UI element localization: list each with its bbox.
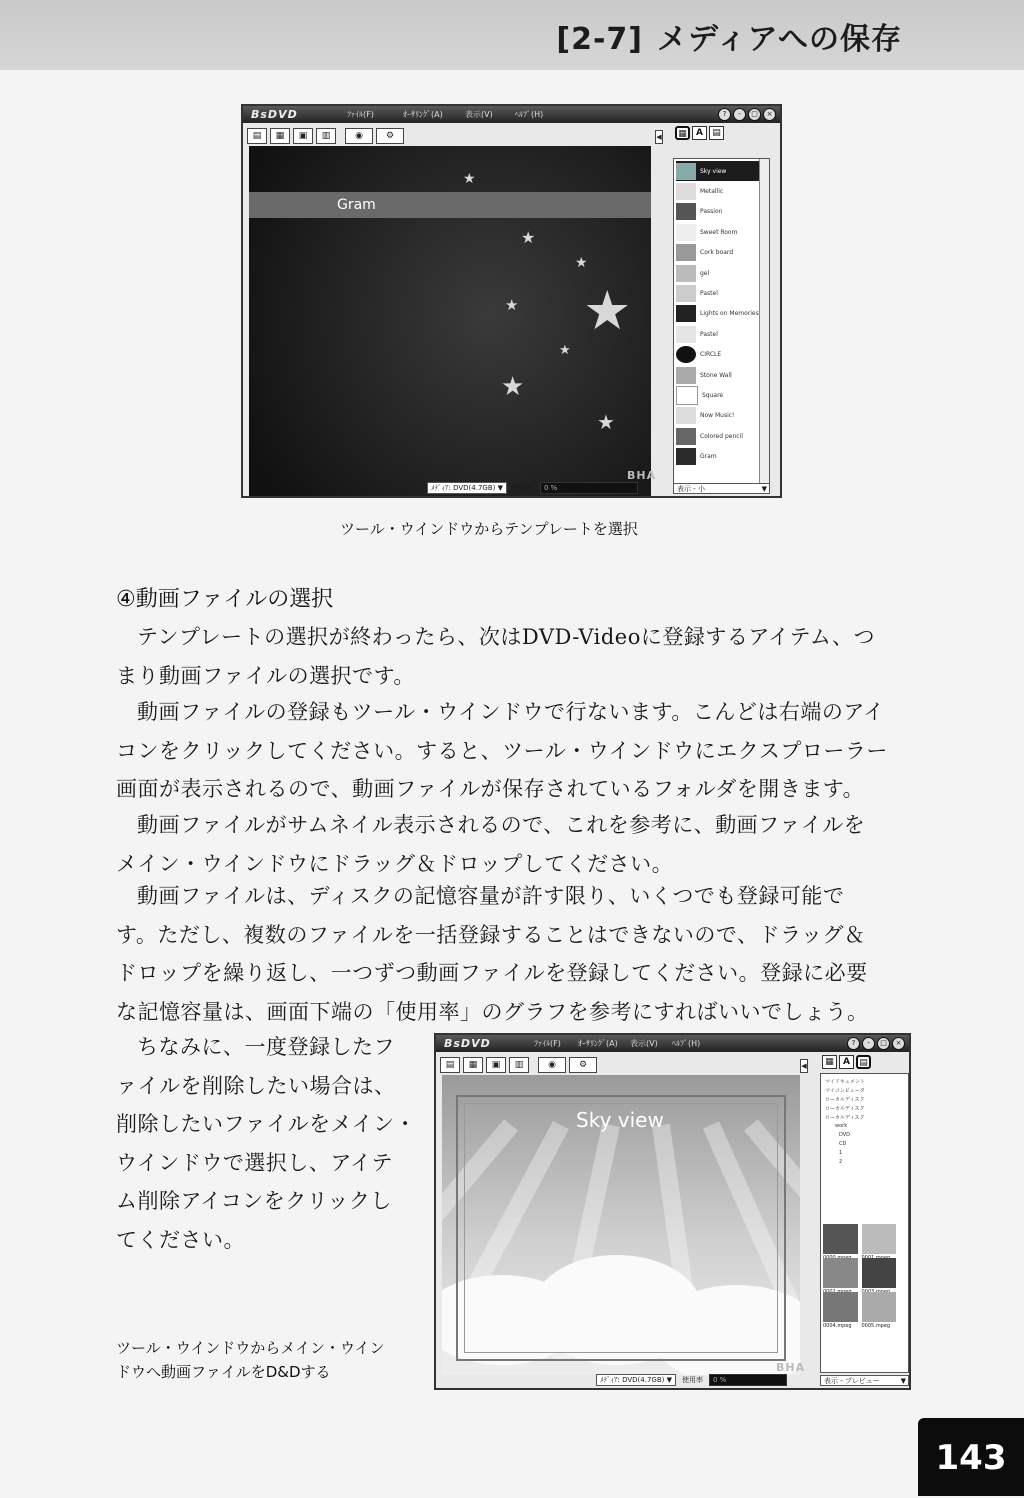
template-panel — [673, 158, 770, 486]
usage-label: 使用率 — [512, 484, 534, 492]
template-thumb — [676, 183, 696, 200]
brand-mark: BHA — [627, 469, 657, 482]
tree-item[interactable]: DVD — [839, 1132, 851, 1138]
template-thumb — [676, 386, 698, 405]
template-thumb — [676, 224, 696, 241]
template-item[interactable]: Colored pencil — [676, 426, 759, 446]
star-icon: ★ — [505, 296, 519, 314]
media-select[interactable]: ﾒﾃﾞｨｱ: DVD(4.7GB) ▼ — [596, 1374, 676, 1386]
template-thumb — [676, 346, 696, 363]
menu-view[interactable]: 表示(V) — [630, 1039, 658, 1048]
template-thumb — [676, 265, 696, 282]
folder-tree — [825, 1078, 904, 1218]
template-thumb — [676, 163, 696, 180]
preview-inner-frame — [464, 1103, 778, 1353]
video-thumbnail[interactable] — [862, 1258, 897, 1288]
tree-item[interactable]: 1 — [839, 1150, 843, 1156]
section-title — [556, 14, 902, 58]
preview-title: Sky view — [576, 1108, 664, 1132]
template-item[interactable]: Square — [676, 385, 759, 405]
status-bar — [596, 1374, 787, 1386]
template-item[interactable]: Now Music! — [676, 406, 759, 426]
template-scrollbar[interactable] — [759, 159, 769, 485]
template-item[interactable]: Sky view — [676, 161, 759, 181]
panel-toggle-icon[interactable]: ◀ — [655, 130, 663, 144]
file-explorer-panel — [820, 1073, 909, 1373]
tree-item[interactable]: CD — [839, 1141, 847, 1147]
tool-tabs — [822, 1055, 871, 1069]
template-item[interactable]: Stone Wall — [676, 365, 759, 385]
template-item[interactable]: CIRCLE — [676, 345, 759, 365]
template-thumb — [676, 285, 696, 302]
minimize-button[interactable]: - — [733, 108, 746, 121]
new-project-icon[interactable]: ▤ — [247, 128, 267, 144]
minimize-button[interactable]: - — [862, 1037, 875, 1050]
template-thumb — [676, 367, 696, 384]
template-thumb — [676, 407, 696, 424]
video-thumbnail[interactable] — [823, 1224, 858, 1254]
text-tab-icon[interactable]: A — [839, 1055, 854, 1069]
burn-disc-icon[interactable]: ◉ — [345, 128, 373, 144]
subsection-heading: ④動画ファイルの選択 — [116, 587, 334, 612]
template-item[interactable]: Passion — [676, 202, 759, 222]
template-thumb — [676, 305, 696, 322]
template-list — [676, 161, 759, 467]
template-thumb — [676, 203, 696, 220]
delete-item-icon[interactable]: ▥ — [509, 1057, 529, 1073]
menu-preview[interactable] — [249, 146, 651, 498]
preview-title: Gram — [337, 197, 376, 213]
menu-authoring[interactable]: ｵｰｻﾘﾝｸﾞ(A) — [403, 110, 443, 119]
settings-icon[interactable]: ⚙ — [569, 1057, 597, 1073]
maximize-button[interactable]: □ — [748, 108, 761, 121]
template-item[interactable]: Gram — [676, 446, 759, 466]
star-icon: ★ — [463, 171, 476, 187]
film-icon[interactable]: ▦ — [270, 128, 290, 144]
toolbar — [247, 125, 404, 147]
tree-item[interactable]: ローカルディスク — [825, 1115, 865, 1121]
star-icon: ★ — [583, 279, 632, 342]
template-item[interactable]: Lights on Memories — [676, 304, 759, 324]
video-thumbnail[interactable]: 0005.mpeg — [862, 1292, 897, 1322]
menu-file[interactable]: ﾌｧｲﾙ(F) — [534, 1039, 561, 1048]
tree-item[interactable]: マイドキュメント — [825, 1079, 865, 1085]
new-project-icon[interactable]: ▤ — [440, 1057, 460, 1073]
usage-meter: 0 % — [540, 482, 638, 494]
burn-disc-icon[interactable]: ◉ — [538, 1057, 566, 1073]
section-number: [2-7] — [556, 22, 643, 57]
video-thumbnail[interactable] — [862, 1224, 897, 1254]
help-button[interactable]: ? — [718, 108, 731, 121]
title-bar — [243, 106, 780, 123]
page-number: 143 — [918, 1418, 1024, 1496]
star-icon: ★ — [521, 228, 536, 247]
template-thumb — [676, 428, 696, 445]
menu-view[interactable]: 表示(V) — [465, 110, 493, 119]
menu-help[interactable]: ﾍﾙﾌﾟ(H) — [672, 1039, 701, 1048]
template-item[interactable]: Metallic — [676, 181, 759, 201]
template-tab-icon[interactable]: ▦ — [675, 126, 690, 140]
usage-label: 使用率 — [681, 1376, 703, 1384]
template-thumb — [676, 448, 696, 465]
tool-tabs — [675, 126, 724, 140]
header-band — [0, 0, 1024, 70]
close-button[interactable]: × — [892, 1037, 905, 1050]
app-window-screenshot-2 — [434, 1033, 911, 1390]
close-button[interactable]: × — [763, 108, 776, 121]
film-icon[interactable]: ▦ — [463, 1057, 483, 1073]
tree-item[interactable]: ローカルディスク — [825, 1106, 865, 1112]
status-bar — [427, 482, 638, 494]
tree-item[interactable]: マイコンピュータ — [825, 1088, 865, 1094]
toolbar — [440, 1054, 597, 1076]
panel-toggle-icon[interactable]: ◀ — [800, 1059, 808, 1073]
paragraph-4: 動画ファイルは、ディスクの記憶容量が許す限り、いくつでも登録可能で す。ただし、複数のファイルを一括登録することはできないので、ドラッグ＆ ドロップを繰り返し、一つずつ動画ファイルを登録してください。登録に必要 な記憶容量は、画面下端の「使用率」のグラフを参考にすればいいでしょう。 — [116, 884, 869, 1024]
thumbnail-grid — [823, 1224, 896, 1329]
media-select[interactable]: ﾒﾃﾞｨｱ: DVD(4.7GB) ▼ — [427, 482, 507, 494]
star-icon: ★ — [559, 343, 571, 358]
app-logo: BsDVD — [444, 1037, 491, 1050]
template-item[interactable]: Cork board — [676, 243, 759, 263]
star-icon: ★ — [597, 410, 615, 434]
template-item[interactable]: Sweet Room — [676, 222, 759, 242]
menu-help[interactable]: ﾍﾙﾌﾟ(H) — [515, 110, 544, 119]
paragraph-2: 動画ファイルの登録もツール・ウインドウで行ないます。こんどは右端のアイ コンをクリックしてください。すると、ツール・ウインドウにエクスプローラー 画面が表示されるので、動画ファイルが保存されているフォルダを開きます。 — [116, 700, 888, 801]
menu-file[interactable]: ﾌｧｲﾙ(F) — [347, 110, 374, 119]
star-icon: ★ — [575, 255, 588, 271]
text-tab-icon[interactable]: A — [692, 126, 707, 140]
maximize-button[interactable]: □ — [877, 1037, 890, 1050]
tree-item[interactable]: ローカルディスク — [825, 1097, 865, 1103]
template-tab-icon[interactable]: ▦ — [822, 1055, 837, 1069]
template-item[interactable]: Pastel — [676, 283, 759, 303]
view-mode-select[interactable]: 表示 - プレビュー ▼ — [820, 1375, 909, 1386]
view-size-select[interactable]: 表示 - 小 ▼ — [673, 483, 770, 494]
figure-caption-2: ツール・ウインドウからメイン・ウイン ドウへ動画ファイルをD&Dする — [116, 1339, 385, 1381]
video-thumbnail[interactable] — [823, 1258, 858, 1288]
add-item-icon[interactable]: ▣ — [293, 128, 313, 144]
file-tab-icon[interactable]: ▤ — [856, 1055, 871, 1069]
menu-preview[interactable] — [442, 1075, 800, 1375]
star-icon: ★ — [501, 372, 525, 402]
paragraph-5: ちなみに、一度登録したフ ァイルを削除したい場合は、 削除したいファイルをメイン・ ウインドウで選択し、アイテ ム削除アイコンをクリックし てください。 — [116, 1035, 417, 1252]
section-title-text: メディアへの保存 — [657, 22, 902, 57]
app-window-screenshot-1 — [241, 104, 782, 498]
preview-title-banner — [249, 192, 651, 218]
template-thumb — [676, 244, 696, 261]
brand-mark: BHA — [776, 1361, 806, 1374]
app-logo: BsDVD — [251, 108, 298, 121]
delete-item-icon[interactable]: ▥ — [316, 128, 336, 144]
settings-icon[interactable]: ⚙ — [376, 128, 404, 144]
paragraph-3: 動画ファイルがサムネイル表示されるので、これを参考に、動画ファイルを メイン・ウインドウにドラッグ＆ドロップしてください。 — [116, 813, 866, 876]
help-button[interactable]: ? — [847, 1037, 860, 1050]
figure-caption-1: ツール・ウインドウからテンプレートを選択 — [340, 520, 638, 538]
file-tab-icon[interactable]: ▤ — [709, 126, 724, 140]
menu-authoring[interactable]: ｵｰｻﾘﾝｸﾞ(A) — [578, 1039, 618, 1048]
video-thumbnail[interactable]: 0004.mpeg — [823, 1292, 858, 1322]
template-item[interactable]: Pastel — [676, 324, 759, 344]
add-item-icon[interactable]: ▣ — [486, 1057, 506, 1073]
tree-item[interactable]: 2 — [839, 1159, 843, 1165]
template-thumb — [676, 326, 696, 343]
title-bar — [436, 1035, 909, 1052]
template-item[interactable]: gel — [676, 263, 759, 283]
paragraph-1: テンプレートの選択が終わったら、次はDVD-Videoに登録するアイテム、つ まり動画ファイルの選択です。 — [116, 625, 876, 688]
usage-meter: 0 % — [709, 1374, 787, 1386]
tree-item[interactable]: work — [835, 1123, 848, 1129]
